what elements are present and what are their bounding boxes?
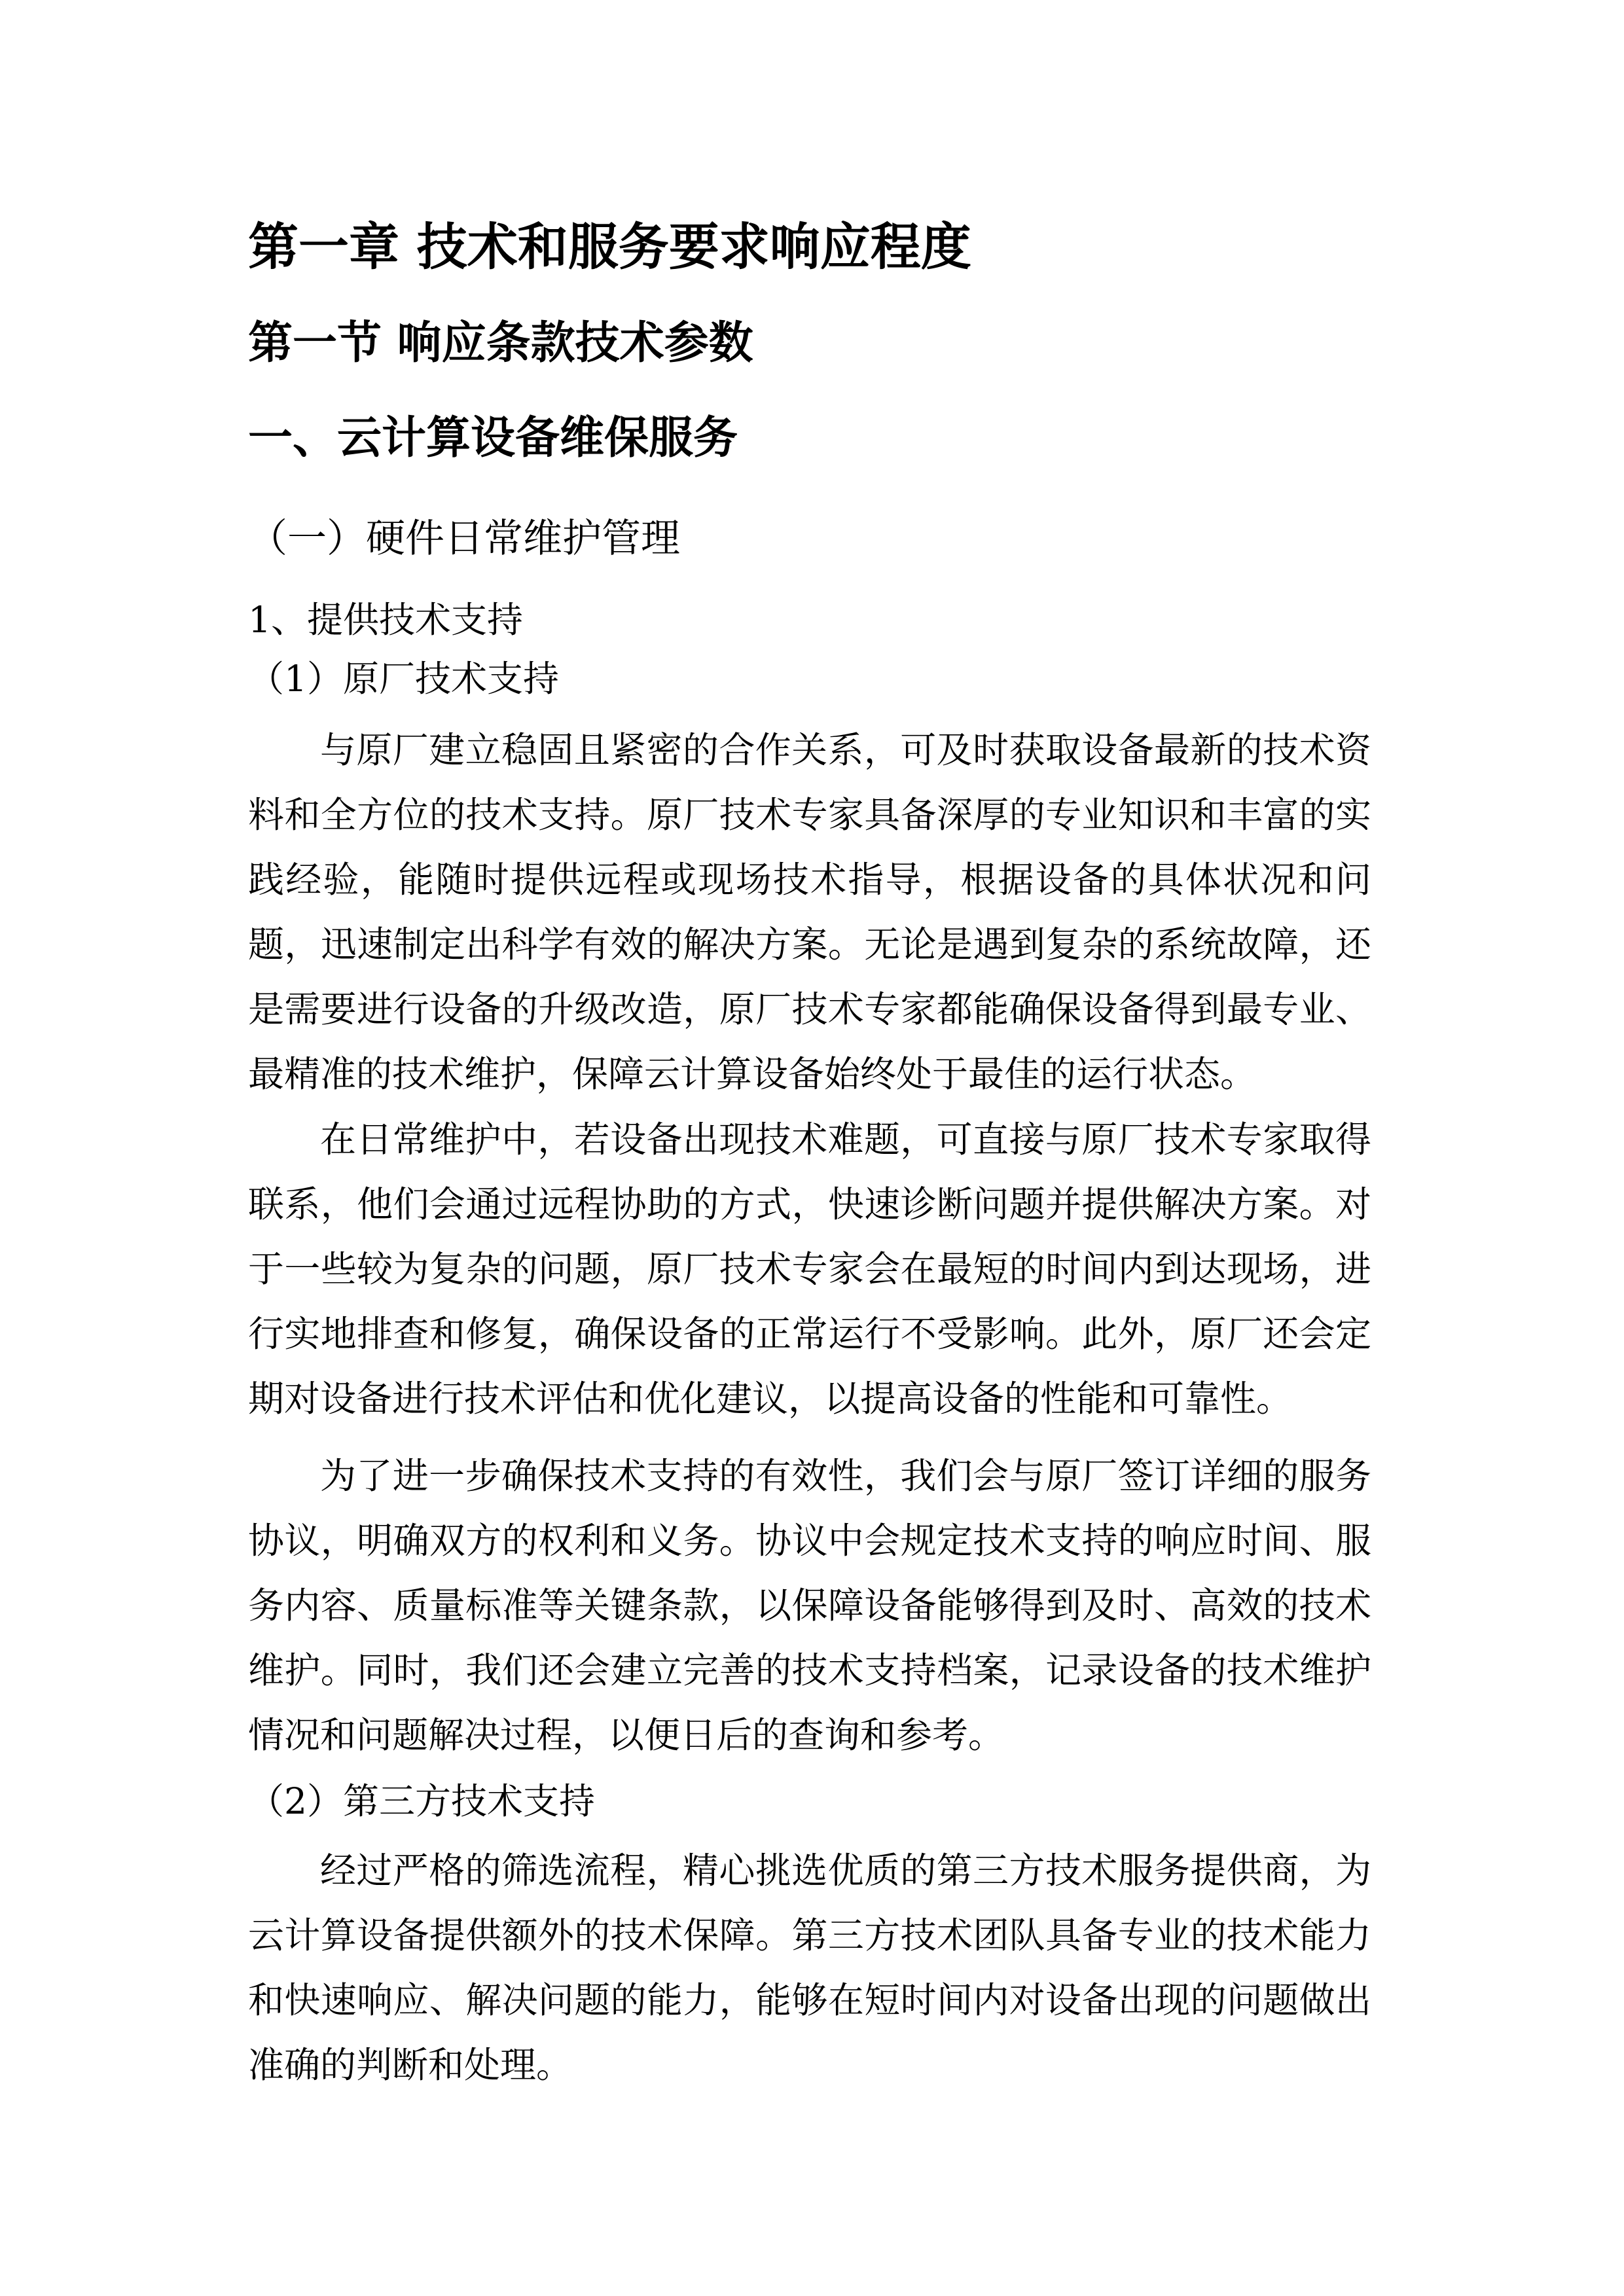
paragraph: 经过严格的筛选流程，精心挑选优质的第三方技术服务提供商，为云计算设备提供额外的技术保障。第三方技术团队具备专业的技术能力和快速响应、解决问题的能力，能够在短时间内对设备出现的问题做出准确的判断和处理。 (248, 1850, 1371, 2086)
section-title: 第一节 响应条款技术参数 (248, 317, 753, 369)
item-title: 1、提供技术支持 (248, 599, 523, 641)
subitem-title-third-party: （2）第三方技术支持 (248, 1780, 595, 1822)
paragraph: 与原厂建立稳固且紧密的合作关系，可及时获取设备最新的技术资料和全方位的技术支持。原厂技术专家具备深厚的专业知识和丰富的实践经验，能随时提供远程或现场技术指导，根据设备的具体状况和问题，迅速制定出科学有效的解决方案。无论是遇到复杂的系统故障，还是需要进行设备的升级改造，原厂技术专家都能确保设备得到最专业、最精准的技术维护，保障云计算设备始终处于最佳的运行状态。 (248, 729, 1371, 1095)
subitem-title-original-vendor: （1）原厂技术支持 (248, 658, 559, 700)
subpart-title: （一）硬件日常维护管理 (248, 516, 680, 562)
part-title: 一、云计算设备维保服务 (248, 412, 738, 464)
chapter-title: 第一章 技术和服务要求响应程度 (248, 219, 971, 277)
paragraph: 在日常维护中，若设备出现技术难题，可直接与原厂技术专家取得联系，他们会通过远程协助的方式，快速诊断问题并提供解决方案。对于一些较为复杂的问题，原厂技术专家会在最短的时间内到达现场，进行实地排查和修复，确保设备的正常运行不受影响。此外，原厂还会定期对设备进行技术评估和优化建议，以提高设备的性能和可靠性。 (248, 1119, 1371, 1420)
paragraph: 为了进一步确保技术支持的有效性，我们会与原厂签订详细的服务协议，明确双方的权利和义务。协议中会规定技术支持的响应时间、服务内容、质量标准等关键条款，以保障设备能够得到及时、高效的技术维护。同时，我们还会建立完善的技术支持档案，记录设备的技术维护情况和问题解决过程，以便日后的查询和参考。 (248, 1455, 1371, 1756)
